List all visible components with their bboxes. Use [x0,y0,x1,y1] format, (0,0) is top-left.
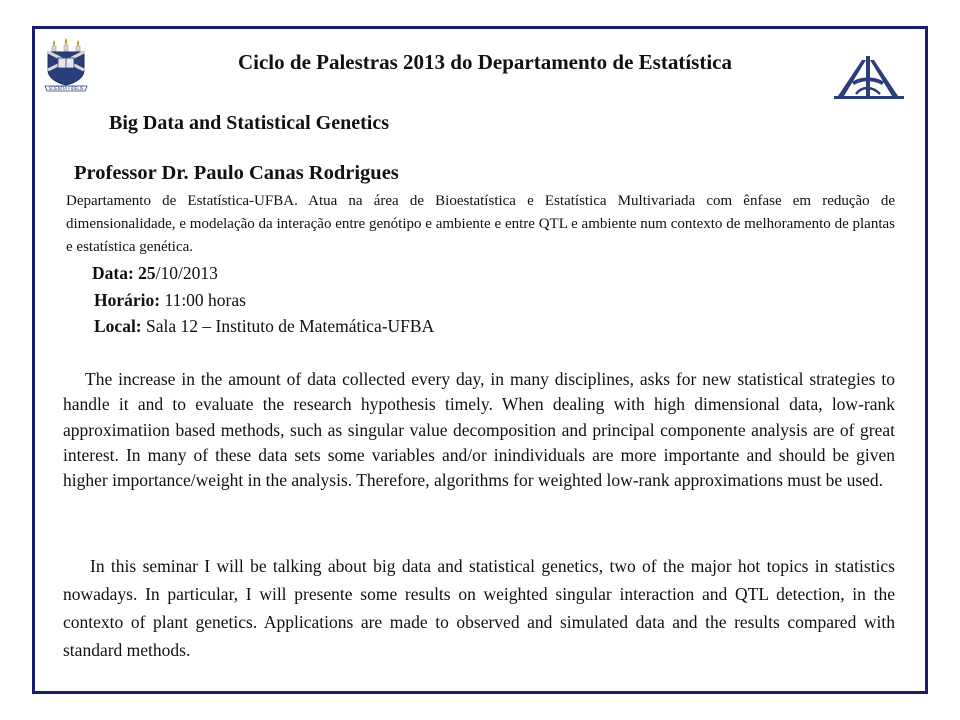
crest-motto: SCIENTIA FIDELIS [48,86,84,91]
date-line [92,260,434,287]
date-day: 25 [138,263,156,283]
time-label: Horário: [94,289,161,310]
talk-title: Big Data and Statistical Genetics [109,112,389,134]
university-crest-icon [42,36,90,94]
place-value: Sala 12 – Instituto de Matemática-UFBA [146,316,435,336]
date-rest: /10/2013 [155,263,218,283]
place-label: Local: [94,316,142,336]
abstract-paragraph-2: In this seminar I will be talking about big data and statistical genetics, two of the major hot topics in statistics nowadays. In particular, I will presente some results on weighted singular interaction and QTL detection, in the contexto of plant genetics. Applications are made to observed and simulated data and the results compared with standard methods. [63,556,895,660]
speaker-bio: Departamento de Estatística-UFBA. Atua na área de Bioestatística e Estatística Multivariada com ênfase em redução de dimensionalidade, e modelação da interação entre genótipo e ambiente e entre QTL e ambiente num contexto de melhoramento de plantas e estatística genética. [66,193,895,255]
date-label: Data: [92,263,134,283]
speaker-name: Professor Dr. Paulo Canas Rodrigues [74,162,399,184]
talk-details [92,260,434,340]
abstract-paragraph-1: The increase in the amount of data collected every day, in many disciplines, asks for new statistical strategies to handle it and to evaluate the research hypothesis timely. When dealing with high dimensional data, low-rank approximatiion based methods, such as singular value decomposition and principal componente analysis are of great interest. In many of these data sets some variables and/or inindividuals are more importante and should be given higher importance/weight in the analysis. Therefore, algorithms for weighted low-rank approximations must be used. [63,369,895,491]
event-series-title: Ciclo de Palestras 2013 do Departamento de Estatística [237,50,732,74]
time-line [92,287,434,314]
place-line [92,313,434,340]
time-value: 11:00 horas [164,289,246,310]
